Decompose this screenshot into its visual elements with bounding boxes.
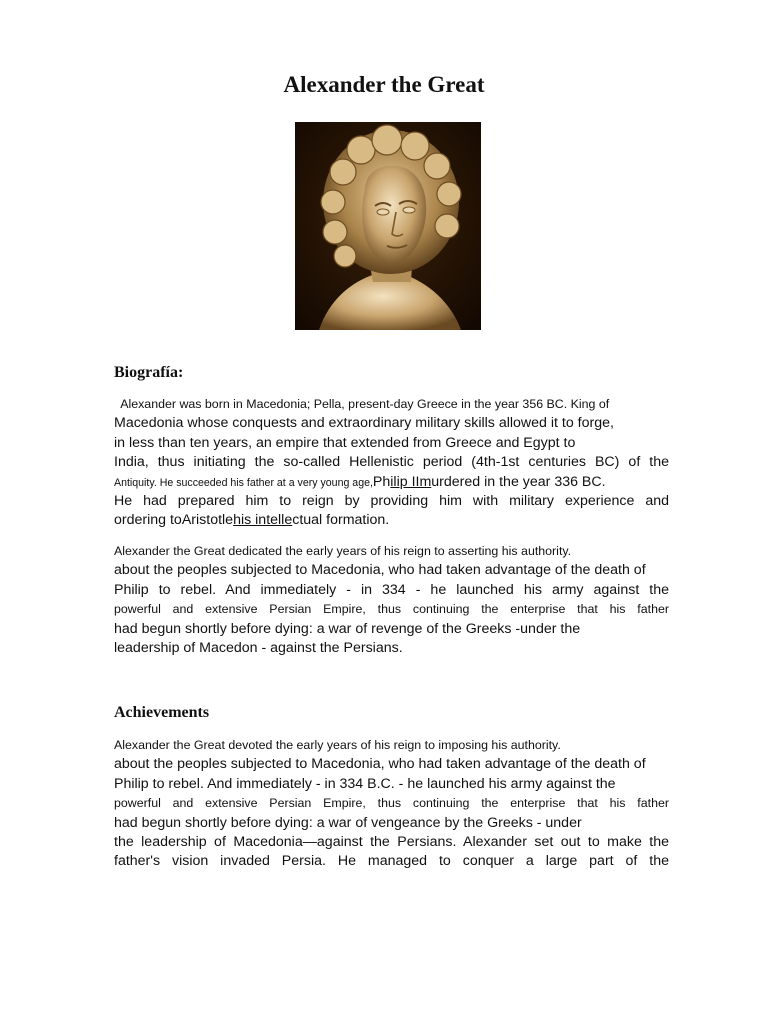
text-run: urdered in the year 336 BC. [431,473,606,490]
biography-paragraph-2 [114,542,669,658]
text-line [114,473,669,492]
text-run: Ph [372,473,391,490]
aristotle-link[interactable]: his intelle [233,512,293,529]
text-line: India, thus initiating the so-called Hellenistic period (4th-1st centuries BC) of the [114,454,669,471]
text-line: father's vision invaded Persia. He managed to conquer a large part of the [114,853,669,870]
bust-illustration [295,122,481,330]
text-run: ordering to [114,512,182,529]
text-line: Alexander the Great devoted the early years of his reign to imposing his authority. [114,738,561,752]
text-line: in less than ten years, an empire that extended from Greece and Egypt to [114,434,576,451]
text-line: had begun shortly before dying: a war of revenge of the Greeks -under the [114,620,581,637]
text-line: Philip to rebel. And immediately - in 334 - he launched his army against the [114,581,669,598]
text-line: powerful and extensive Persian Empire, thus continuing the enterprise that his father [114,602,669,617]
text-line [114,511,669,530]
text-line: Macedonia whose conquests and extraordinary military skills allowed it to forge, [114,415,614,432]
text-run: Aristotle [181,512,234,529]
philip-ii-link[interactable]: ilip IIm [390,473,432,490]
achievements-paragraph [114,736,669,872]
text-line: the leadership of Macedonia—against the Persians. Alexander set out to make the [114,833,669,850]
text-line: had begun shortly before dying: a war of vengeance by the Greeks - under [114,814,582,831]
section-heading-achievements: Achievements [114,704,210,721]
text-run: Antiquity. He succeeded his father at a very young age, [114,476,373,489]
alexander-bust-portrait [295,122,481,330]
section-heading-biography: Biografía: [114,364,184,381]
text-run: ctual formation. [292,512,390,529]
text-line: Alexander was born in Macedonia; Pella, present-day Greece in the year 356 BC. King of [114,397,610,411]
text-line: powerful and extensive Persian Empire, thus continuing the enterprise that his father [114,796,669,811]
biography-paragraph-1 [114,395,669,531]
text-line: He had prepared him to reign by providing him with military experience and [114,492,669,509]
text-line: about the peoples subjected to Macedonia, who had taken advantage of the death of [114,756,646,773]
text-line: about the peoples subjected to Macedonia, who had taken advantage of the death of [114,562,646,579]
text-line: leadership of Macedon - against the Persians. [114,639,403,656]
text-line: Philip to rebel. And immediately - in 334 B.C. - he launched his army against the [114,775,616,792]
text-line: Alexander the Great dedicated the early years of his reign to asserting his authority. [114,544,572,558]
document-title: Alexander the Great [283,72,485,97]
